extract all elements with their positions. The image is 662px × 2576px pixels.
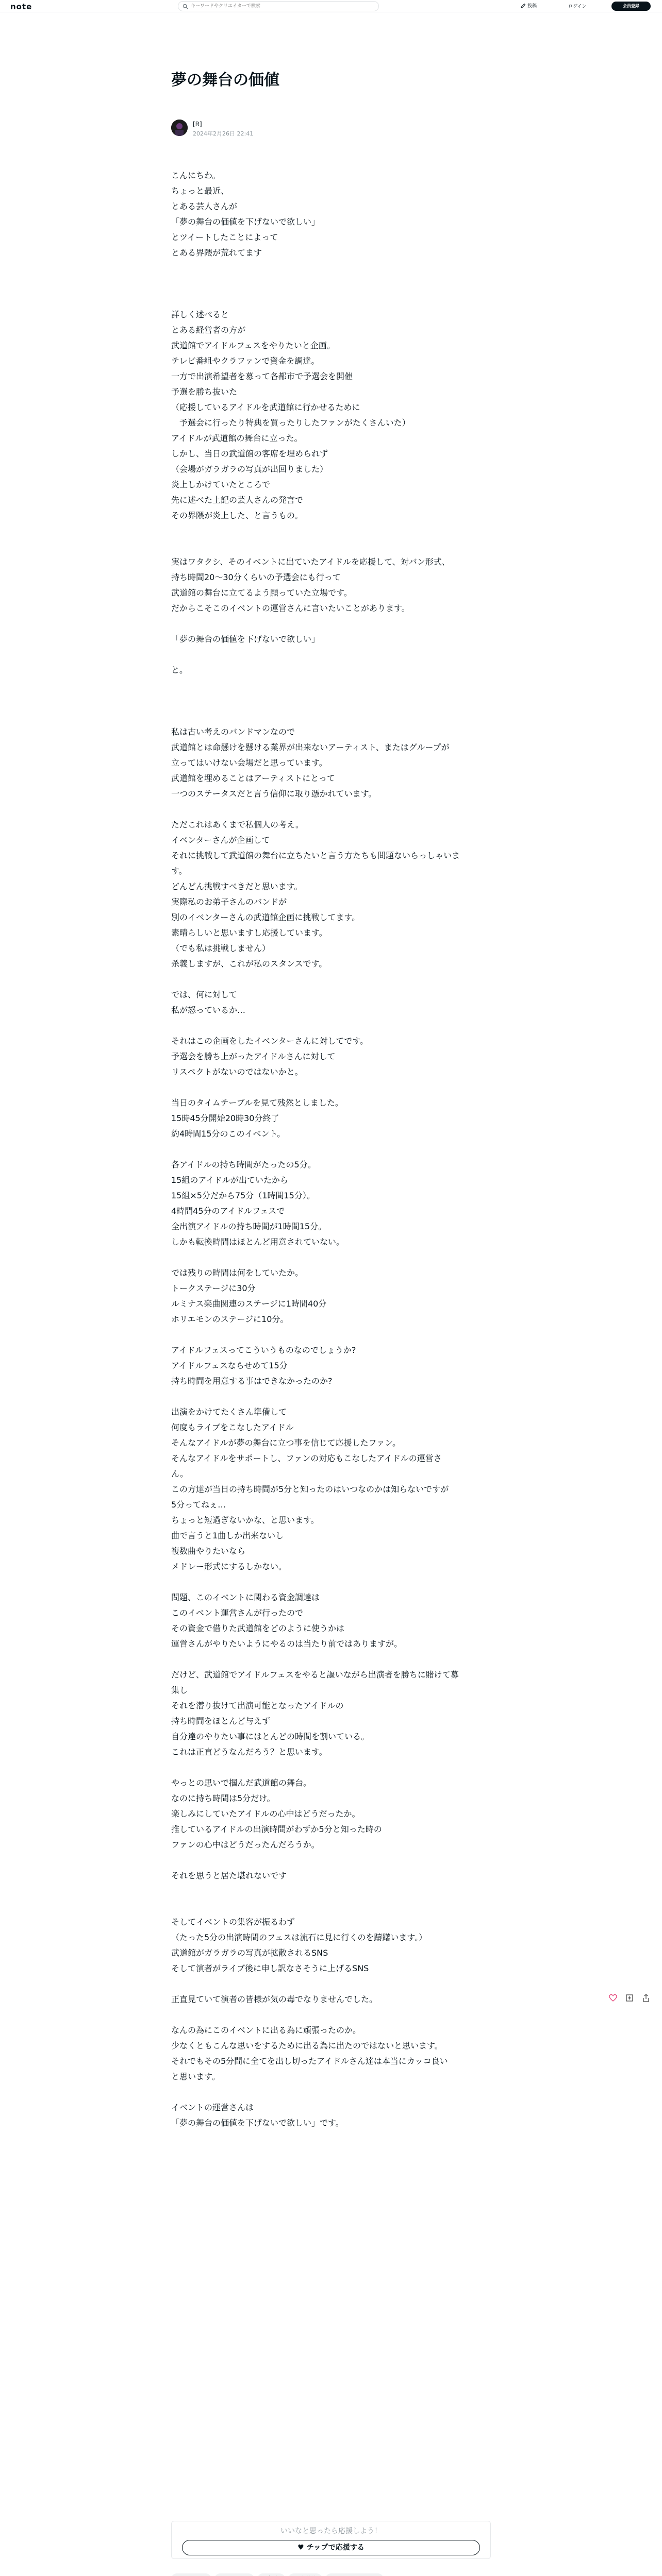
body-line: なのに持ち時間は5分だけ。 — [171, 1793, 275, 1803]
body-line: ん。 — [171, 1469, 188, 1479]
body-line: その資金で借りた武道館をどのように使うかは — [171, 1623, 345, 1633]
body-line: では、何に対して — [171, 990, 238, 999]
body-line: 予選会を勝ち上がったアイドルさんに対して — [171, 1052, 336, 1061]
post-date: 2024年2月26日 22:41 — [193, 130, 254, 137]
body-line — [171, 1760, 491, 1775]
body-line: 「夢の舞台の価値を下げないで欲しい」です。 — [171, 2118, 344, 2128]
body-line — [171, 1853, 491, 1868]
body-line: 全出演アイドルの持ち時間が1時間15分。 — [171, 1222, 327, 1231]
body-line — [171, 972, 491, 987]
body-line: イベントの運営さんは — [171, 2103, 254, 2112]
body-line: こんにちわ。 — [171, 171, 221, 180]
body-line — [171, 1142, 491, 1157]
note-logo[interactable]: note — [10, 2, 32, 11]
body-line: 私は古い考えのバンドマンなので — [171, 727, 295, 737]
body-line: とある芸人さんが — [171, 201, 238, 211]
body-line: ファンの心中はどうだったんだろうか。 — [171, 1840, 320, 1850]
body-line: 一つのステータスだと言う信仰に取り憑かれています。 — [171, 789, 377, 799]
body-line — [171, 647, 491, 663]
body-line: 運営さんがやりたいようにやるのは当たり前ではありますが。 — [171, 1639, 403, 1649]
body-line: 私が怒っているか… — [171, 1005, 246, 1015]
body-line: それを潜り抜けて出演可能となったアイドルの — [171, 1701, 344, 1710]
body-line — [171, 1652, 491, 1667]
body-line: アイドルが武道館の舞台に立った。 — [171, 433, 303, 443]
body-line: 一方で出演希望者を募って各都市で予選会を開催 — [171, 371, 353, 381]
body-line: 自分達のやりたい事にはとんどの時間を割いている。 — [171, 1732, 370, 1741]
body-line: 武道館の舞台に立てるよう願っていた立場です。 — [171, 588, 352, 598]
tip-icon: ♥ — [297, 2544, 307, 2552]
body-line: とツイートしたことによって — [171, 232, 278, 242]
body-line: そして演者がライブ後に申し訳なさそうに上げるSNS — [171, 1963, 369, 1973]
post-button[interactable] — [521, 2, 537, 9]
search-box[interactable] — [178, 1, 379, 11]
body-line: （たった5分の出演時間のフェスは流石に見に行くのを躊躇います。） — [171, 1933, 427, 1942]
body-line: す。 — [171, 866, 187, 876]
body-line: とある界隈が荒れてます — [171, 248, 262, 258]
body-line: この方達が当日の持ち時間が5分と知ったのはいつなのかは知らないですが — [171, 1484, 449, 1494]
body-line: 4時間45分のアイドルフェスで — [171, 1206, 285, 1216]
body-line: それに挑戦して武道館の舞台に立ちたいと言う方たちも問題ないらっしゃいま — [171, 851, 460, 860]
body-line: 集し — [171, 1685, 188, 1695]
body-line: 楽しみにしていたアイドルの心中はどうだったか。 — [171, 1809, 360, 1819]
body-line: 立ってはいけない会場だと思っています。 — [171, 758, 327, 768]
body-line: アイドルフェスってこういうものなのでしょうか? — [171, 1345, 356, 1355]
avatar-image — [171, 120, 188, 136]
body-line: しかし、当日の武道館の客席を埋められず — [171, 449, 328, 459]
body-line: どんどん挑戦すべきだと思います。 — [171, 882, 303, 891]
body-line: そんなアイドルをサポートし、ファンの対応もこなしたアイドルの運営さ — [171, 1453, 442, 1463]
body-line: 予選を勝ち抜いた — [171, 387, 238, 397]
body-line: 「夢の舞台の価値を下げないで欲しい」 — [171, 634, 320, 644]
body-line — [171, 261, 491, 276]
article — [171, 70, 491, 2128]
body-line: このイベント運営さんが行ったので — [171, 1608, 304, 1618]
body-line: 何度もライブをこなしたアイドル — [171, 1422, 294, 1432]
author-name[interactable]: [R] — [193, 121, 202, 128]
search-input[interactable] — [191, 3, 371, 10]
body-line: ルミナス楽曲関連のステージに1時間40分 — [171, 1299, 327, 1309]
body-line: 当日のタイムテーブルを見て残然としました。 — [171, 1098, 343, 1108]
tag[interactable] — [257, 2573, 285, 2576]
body-line — [171, 678, 491, 693]
body-line: 武道館を埋めることはアーティストにとって — [171, 773, 335, 783]
body-line: 約4時間15分のこのイベント。 — [171, 1129, 286, 1139]
body-line — [171, 616, 491, 632]
body-line: そんなアイドルが夢の舞台に立つ事を信じて応援したファン。 — [171, 1438, 401, 1448]
body-line: そしてイベントの集客が振るわず — [171, 1917, 295, 1927]
body-line: テレビ番組やクラファンで資金を調達。 — [171, 356, 320, 366]
login-link[interactable]: ログイン — [568, 4, 587, 9]
body-line: なんの為にこのイベントに出る為に頑張ったのか。 — [171, 2025, 361, 2035]
body-line: ちょっと最近、 — [171, 186, 229, 196]
body-line: と思います。 — [171, 2072, 220, 2081]
body-line — [171, 1976, 491, 1992]
magazine-add-icon[interactable] — [625, 1994, 634, 2002]
body-line — [171, 2007, 491, 2023]
body-line: 15組×5分だから75分（1時間15分）。 — [171, 1191, 315, 1200]
body-line: 複数曲やりたいなら — [171, 1546, 246, 1556]
body-line — [171, 1018, 491, 1033]
body-line: だからこそこのイベントの運営さんに言いたいことがあります。 — [171, 603, 410, 613]
body-line: 別のイベンターさんの武道館企画に挑戦してます。 — [171, 912, 360, 922]
tag[interactable] — [325, 2573, 383, 2576]
body-line: ただこれはあくまで私個人の考え。 — [171, 820, 304, 829]
support-caption: いいなと思ったら応援しよう！ — [280, 2527, 382, 2535]
body-line: やっとの思いで掴んだ武道館の舞台。 — [171, 1778, 312, 1788]
body-line: 先に述べた上記の芸人さんの発言で — [171, 495, 304, 505]
share-icon[interactable] — [642, 1994, 650, 2002]
body-line: だけど、武道館でアイドルフェスをやると謳いながら出演者を勝ちに賭けて募 — [171, 1670, 459, 1680]
article-title: 夢の舞台の価値 — [171, 71, 279, 89]
body-line — [171, 1389, 491, 1404]
body-line: ホリエモンのステージに10分。 — [171, 1314, 289, 1324]
body-line: （応援しているアイドルを武道館に行かせるために — [171, 402, 360, 412]
body-line: 出演をかけてたくさん準備して — [171, 1407, 287, 1417]
body-line: 各アイドルの持ち時間がたったの5分。 — [171, 1160, 316, 1170]
tip-label: チップで応援する — [306, 2544, 365, 2552]
body-line — [171, 523, 491, 539]
body-line: しかも転換時間はほとんど用意されていない。 — [171, 1237, 345, 1247]
body-line: その界隈が炎上した、と言うもの。 — [171, 511, 303, 520]
body-line — [171, 802, 491, 817]
tag-list — [171, 2573, 384, 2576]
body-line: それでもその5分間に全てを出し切ったアイドルさん達は本当にカッコ良い — [171, 2056, 448, 2066]
tip-button[interactable] — [182, 2540, 480, 2555]
body-line — [171, 1574, 491, 1590]
body-line: 武道館とは命懸けを懸ける業界が出来ないアーティスト、またはグループが — [171, 742, 450, 752]
body-line: （会場がガラガラの写真が出回りました） — [171, 464, 328, 474]
body-line: 武道館がガラガラの写真が拡散されるSNS — [171, 1948, 328, 1958]
body-line — [171, 1899, 491, 1914]
body-line: と。 — [171, 665, 188, 675]
body-line: （でも私は挑戦しません） — [171, 943, 271, 953]
body-line — [171, 2084, 491, 2100]
body-line: 問題、このイベントに関わる資金調達は — [171, 1592, 320, 1602]
body-line — [171, 276, 491, 292]
side-action-bar — [609, 1994, 650, 2004]
body-line: 予選会に行ったり特典を買ったりしたファンがたくさんいた） — [171, 418, 410, 428]
tag[interactable] — [171, 2573, 211, 2576]
body-line: 持ち時間20〜30分くらいの予選会にも行って — [171, 572, 341, 582]
support-box — [171, 2521, 491, 2559]
body-line — [171, 292, 491, 307]
body-line: 持ち時間をほとんど与えず — [171, 1716, 271, 1726]
body-line — [171, 1884, 491, 1899]
pencil-icon — [521, 3, 526, 8]
body-line: 詳しく述べると — [171, 310, 229, 319]
body-line: 5分ってねぇ… — [171, 1500, 226, 1510]
signup-button[interactable]: 会員登録 — [611, 2, 651, 11]
body-line: 炎上しかけていたところで — [171, 480, 270, 489]
body-line: 実はワタクシ、そのイベントに出ていたアイドルを応援して、対バン形式、 — [171, 557, 450, 567]
body-line: とある経営者の方が — [171, 325, 246, 335]
body-line: トークステージに30分 — [171, 1283, 256, 1293]
body-line: 正直見ていて演者の皆様が気の毒でなりませんでした。 — [171, 1994, 378, 2004]
tag[interactable] — [288, 2573, 322, 2576]
body-line: これは正直どうなんだろう？と思います。 — [171, 1747, 327, 1757]
author-avatar[interactable] — [171, 120, 188, 136]
body-line: リスペクトがないのではないかと。 — [171, 1067, 303, 1077]
body-line: メドレー形式にするしかない。 — [171, 1562, 287, 1571]
body-line — [171, 1250, 491, 1265]
tag[interactable] — [214, 2573, 254, 2576]
body-line: イベンターさんが企画して — [171, 835, 270, 845]
heart-icon[interactable] — [609, 1994, 617, 2002]
post-label: 投稿 — [527, 4, 537, 9]
search-icon — [183, 4, 188, 9]
article-body — [171, 168, 491, 2131]
body-line: では残りの時間は何をしていたか。 — [171, 1268, 304, 1278]
body-line — [171, 709, 491, 724]
author-row — [171, 120, 326, 137]
body-line: 実際私のお弟子さんのバンドが — [171, 897, 287, 907]
body-line: 15組のアイドルが出ていたから — [171, 1175, 288, 1185]
body-line: ちょっと短過ぎないかな、と思います。 — [171, 1515, 319, 1525]
body-line: 杀義しますが、これが私のスタンスです。 — [171, 959, 327, 969]
body-line: 曲で言うと1曲しか出来ないし — [171, 1531, 284, 1540]
body-line: アイドルフェスならせめて15分 — [171, 1361, 288, 1370]
body-line: 15時45分開始20時30分終了 — [171, 1113, 279, 1123]
body-line: 少なくともこんな思いをするために出る為に出たのではないと思います。 — [171, 2041, 443, 2050]
body-line — [171, 693, 491, 709]
body-line: 武道館でアイドルフェスをやりたいと企画。 — [171, 341, 335, 350]
site-header — [0, 0, 662, 12]
body-line: 「夢の舞台の価値を下げないで欲しい」 — [171, 217, 320, 227]
body-line: それを思うと居た堪れないです — [171, 1871, 287, 1880]
body-line: 推しているアイドルの出演時間がわずか5分と知った時の — [171, 1824, 382, 1834]
body-line — [171, 1327, 491, 1343]
body-line: 素晴らしいと思いますし応援しています。 — [171, 928, 327, 938]
body-line: 持ち時間を用意する事はできなかったのか? — [171, 1376, 333, 1386]
body-line — [171, 539, 491, 554]
body-line: それはこの企画をしたイベンターさんに対してです。 — [171, 1036, 369, 1046]
body-line — [171, 1080, 491, 1095]
